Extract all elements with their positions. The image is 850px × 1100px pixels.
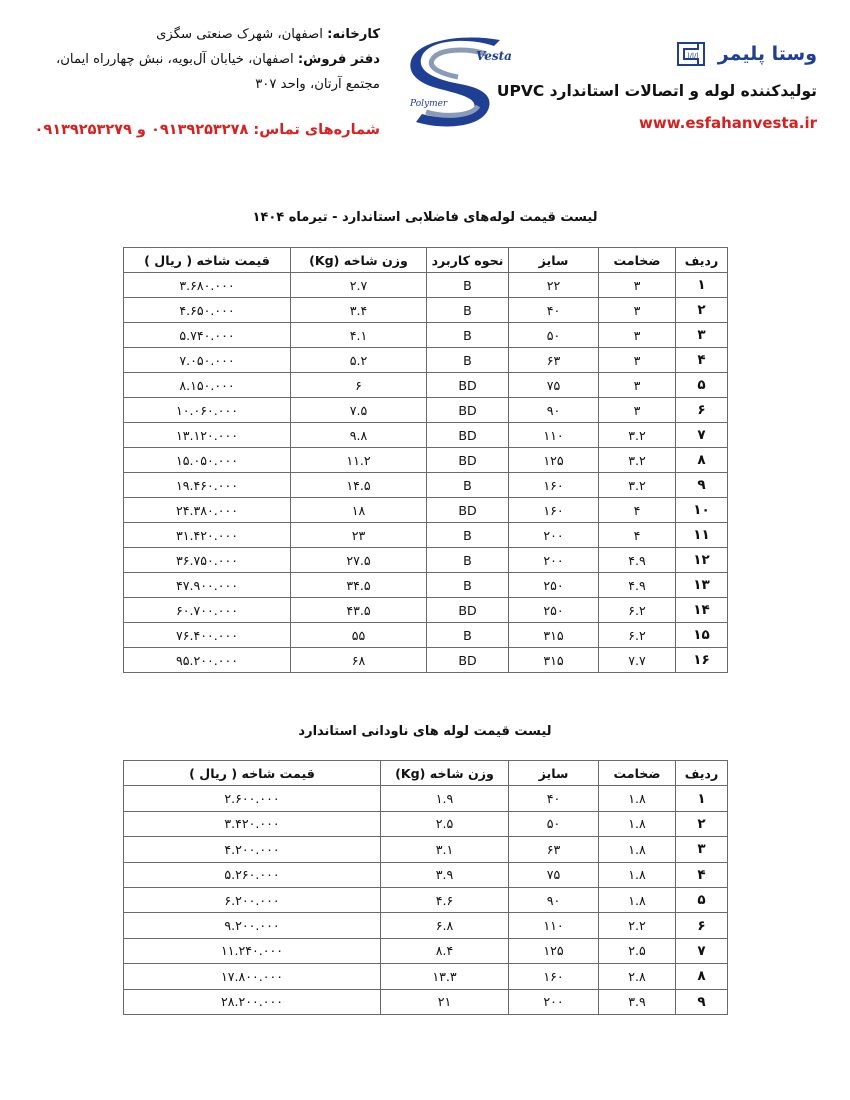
cell-row-number: ۱۶ bbox=[676, 648, 728, 673]
cell-thickness: ۲.۵ bbox=[599, 938, 676, 963]
cell-weight: ۶ bbox=[291, 373, 427, 398]
cell-size: ۱۲۵ bbox=[509, 448, 599, 473]
cell-price: ۱۹.۴۶۰.۰۰۰ bbox=[124, 473, 291, 498]
cell-thickness: ۱.۸ bbox=[599, 862, 676, 887]
cell-size: ۱۱۰ bbox=[509, 423, 599, 448]
table-row bbox=[124, 862, 728, 887]
cell-price: ۳۱.۴۲۰.۰۰۰ bbox=[124, 523, 291, 548]
cell-size: ۲۰۰ bbox=[509, 548, 599, 573]
cell-thickness: ۳ bbox=[599, 373, 676, 398]
cell-size: ۱۶۰ bbox=[509, 498, 599, 523]
table-row bbox=[124, 964, 728, 989]
cell-usage: B bbox=[427, 573, 509, 598]
cell-price: ۳۶.۷۵۰.۰۰۰ bbox=[124, 548, 291, 573]
cell-size: ۶۳ bbox=[509, 348, 599, 373]
cell-row-number: ۱۱ bbox=[676, 523, 728, 548]
cell-usage: BD bbox=[427, 648, 509, 673]
cell-size: ۵۰ bbox=[509, 811, 599, 836]
cell-size: ۳۱۵ bbox=[509, 648, 599, 673]
cell-size: ۱۲۵ bbox=[509, 938, 599, 963]
company-tagline: تولیدکننده لوله و اتصالات استاندارد UPVC bbox=[496, 82, 817, 100]
table-row bbox=[124, 498, 728, 523]
cell-row-number: ۴ bbox=[676, 348, 728, 373]
cell-row-number: ۶ bbox=[676, 913, 728, 938]
cell-size: ۹۰ bbox=[509, 887, 599, 912]
cell-weight: ۹.۸ bbox=[291, 423, 427, 448]
cell-size: ۲۵۰ bbox=[509, 573, 599, 598]
cell-row-number: ۸ bbox=[676, 448, 728, 473]
sewage-table-body bbox=[124, 273, 728, 673]
cell-usage: B bbox=[427, 623, 509, 648]
table-row bbox=[124, 938, 728, 963]
company-brand-block bbox=[496, 36, 817, 132]
cell-weight: ۶۸ bbox=[291, 648, 427, 673]
office-label: دفتر فروش: bbox=[297, 52, 380, 67]
cell-weight: ۲۷.۵ bbox=[291, 548, 427, 573]
cell-price: ۲.۶۰۰.۰۰۰ bbox=[124, 786, 381, 811]
cell-thickness: ۴.۹ bbox=[599, 548, 676, 573]
cell-size: ۲۰۰ bbox=[509, 523, 599, 548]
cell-row-number: ۱ bbox=[676, 273, 728, 298]
sewage-pipes-price-table bbox=[123, 247, 728, 673]
table-row bbox=[124, 348, 728, 373]
cell-weight: ۲.۵ bbox=[381, 811, 509, 836]
table-row bbox=[124, 373, 728, 398]
phone-value: ۰۹۱۳۹۲۵۳۲۷۸ و ۰۹۱۳۹۲۵۳۲۷۹ bbox=[34, 122, 249, 138]
phone-numbers bbox=[22, 118, 380, 143]
cell-thickness: ۳.۹ bbox=[599, 989, 676, 1014]
cell-row-number: ۸ bbox=[676, 964, 728, 989]
cell-price: ۶۰.۷۰۰.۰۰۰ bbox=[124, 598, 291, 623]
cell-price: ۴.۲۰۰.۰۰۰ bbox=[124, 837, 381, 862]
cell-size: ۷۵ bbox=[509, 862, 599, 887]
cell-price: ۹۵.۲۰۰.۰۰۰ bbox=[124, 648, 291, 673]
cell-thickness: ۴.۹ bbox=[599, 573, 676, 598]
cell-thickness: ۲.۲ bbox=[599, 913, 676, 938]
col-header-price: قیمت شاخه ( ریال ) bbox=[124, 761, 381, 786]
table-header-row bbox=[124, 761, 728, 786]
cell-weight: ۵.۲ bbox=[291, 348, 427, 373]
cell-usage: B bbox=[427, 523, 509, 548]
gutter-pipes-price-table bbox=[123, 760, 728, 1015]
cell-row-number: ۱۳ bbox=[676, 573, 728, 598]
table-row bbox=[124, 323, 728, 348]
cell-row-number: ۷ bbox=[676, 423, 728, 448]
cell-weight: ۲۳ bbox=[291, 523, 427, 548]
cell-size: ۴۰ bbox=[509, 298, 599, 323]
table-row bbox=[124, 548, 728, 573]
cell-row-number: ۳ bbox=[676, 837, 728, 862]
cell-price: ۵.۲۶۰.۰۰۰ bbox=[124, 862, 381, 887]
cell-row-number: ۹ bbox=[676, 473, 728, 498]
gutter-pipes-table-title: لیست قیمت لوله های ناودانی استاندارد bbox=[298, 724, 552, 739]
logo-polymer-text: Polymer bbox=[410, 99, 448, 109]
website-link[interactable]: www.esfahanvesta.ir bbox=[639, 114, 817, 132]
cell-usage: B bbox=[427, 473, 509, 498]
cell-row-number: ۱۴ bbox=[676, 598, 728, 623]
cell-weight: ۳.۱ bbox=[381, 837, 509, 862]
table-row bbox=[124, 473, 728, 498]
cell-price: ۸.۱۵۰.۰۰۰ bbox=[124, 373, 291, 398]
cell-thickness: ۶.۲ bbox=[599, 598, 676, 623]
sewage-pipes-table-title: لیست قیمت لوله‌های فاضلابی استاندارد - تیرماه ۱۴۰۴ bbox=[252, 210, 598, 225]
cell-row-number: ۱۰ bbox=[676, 498, 728, 523]
cell-row-number: ۲ bbox=[676, 811, 728, 836]
cell-price: ۷۶.۴۰۰.۰۰۰ bbox=[124, 623, 291, 648]
cell-price: ۴۷.۹۰۰.۰۰۰ bbox=[124, 573, 291, 598]
cell-row-number: ۹ bbox=[676, 989, 728, 1014]
cell-price: ۲۸.۲۰۰.۰۰۰ bbox=[124, 989, 381, 1014]
cell-size: ۱۶۰ bbox=[509, 964, 599, 989]
cell-thickness: ۱.۸ bbox=[599, 887, 676, 912]
cell-weight: ۴.۶ bbox=[381, 887, 509, 912]
cell-size: ۷۵ bbox=[509, 373, 599, 398]
table-row bbox=[124, 523, 728, 548]
cell-row-number: ۴ bbox=[676, 862, 728, 887]
table-row bbox=[124, 398, 728, 423]
cell-weight: ۸.۴ bbox=[381, 938, 509, 963]
cell-row-number: ۵ bbox=[676, 887, 728, 912]
table-row bbox=[124, 423, 728, 448]
factory-value: اصفهان، شهرک صنعتی سگزی bbox=[156, 27, 323, 42]
brand-row bbox=[525, 36, 817, 72]
cell-weight: ۱۱.۲ bbox=[291, 448, 427, 473]
col-header-size: سایز bbox=[509, 248, 599, 273]
table-row bbox=[124, 648, 728, 673]
table-row bbox=[124, 448, 728, 473]
cell-row-number: ۶ bbox=[676, 398, 728, 423]
cell-thickness: ۱.۸ bbox=[599, 811, 676, 836]
cell-price: ۷.۰۵۰.۰۰۰ bbox=[124, 348, 291, 373]
cell-usage: BD bbox=[427, 398, 509, 423]
cell-price: ۱۵.۰۵۰.۰۰۰ bbox=[124, 448, 291, 473]
cell-usage: B bbox=[427, 548, 509, 573]
factory-label: کارخانه: bbox=[327, 27, 380, 42]
table-row bbox=[124, 887, 728, 912]
cell-price: ۴.۶۵۰.۰۰۰ bbox=[124, 298, 291, 323]
cell-usage: BD bbox=[427, 448, 509, 473]
col-header-thickness: ضخامت bbox=[599, 248, 676, 273]
cell-weight: ۶.۸ bbox=[381, 913, 509, 938]
cell-size: ۴۰ bbox=[509, 786, 599, 811]
cell-usage: B bbox=[427, 323, 509, 348]
table-row bbox=[124, 273, 728, 298]
cell-usage: B bbox=[427, 273, 509, 298]
factory-address bbox=[22, 22, 380, 47]
table-row bbox=[124, 598, 728, 623]
col-header-row-number: ردیف bbox=[676, 248, 728, 273]
cell-size: ۱۶۰ bbox=[509, 473, 599, 498]
iso-mark-text: ا/ا/ا bbox=[687, 52, 699, 60]
cell-weight: ۲.۷ bbox=[291, 273, 427, 298]
office-value: اصفهان، خیابان آل‌بویه، نبش چهارراه ایمان، مجتمع آرتان، واحد ۳۰۷ bbox=[55, 52, 380, 92]
cell-size: ۳۱۵ bbox=[509, 623, 599, 648]
logo-vesta-text: Vesta bbox=[476, 49, 512, 63]
cell-thickness: ۱.۸ bbox=[599, 786, 676, 811]
cell-thickness: ۳ bbox=[599, 298, 676, 323]
cell-size: ۲۰۰ bbox=[509, 989, 599, 1014]
cell-size: ۶۳ bbox=[509, 837, 599, 862]
cell-weight: ۳۴.۵ bbox=[291, 573, 427, 598]
cell-thickness: ۳ bbox=[599, 273, 676, 298]
cell-thickness: ۳ bbox=[599, 348, 676, 373]
col-header-size: سایز bbox=[509, 761, 599, 786]
cell-thickness: ۷.۷ bbox=[599, 648, 676, 673]
cell-usage: BD bbox=[427, 598, 509, 623]
cell-weight: ۱۳.۳ bbox=[381, 964, 509, 989]
cell-thickness: ۶.۲ bbox=[599, 623, 676, 648]
cell-row-number: ۲ bbox=[676, 298, 728, 323]
cell-price: ۶.۲۰۰.۰۰۰ bbox=[124, 887, 381, 912]
phone-label: شماره‌های تماس: bbox=[253, 122, 380, 138]
cell-weight: ۱۸ bbox=[291, 498, 427, 523]
table-row bbox=[124, 837, 728, 862]
cell-weight: ۳.۴ bbox=[291, 298, 427, 323]
cell-row-number: ۷ bbox=[676, 938, 728, 963]
cell-weight: ۵۵ bbox=[291, 623, 427, 648]
cell-row-number: ۱۲ bbox=[676, 548, 728, 573]
cell-thickness: ۳.۲ bbox=[599, 448, 676, 473]
cell-price: ۹.۲۰۰.۰۰۰ bbox=[124, 913, 381, 938]
col-header-row-number: ردیف bbox=[676, 761, 728, 786]
cell-weight: ۴.۱ bbox=[291, 323, 427, 348]
table-header-row bbox=[124, 248, 728, 273]
cell-thickness: ۳.۲ bbox=[599, 473, 676, 498]
table-row bbox=[124, 913, 728, 938]
col-header-weight: وزن شاخه (Kg) bbox=[381, 761, 509, 786]
cell-size: ۹۰ bbox=[509, 398, 599, 423]
cell-weight: ۲۱ bbox=[381, 989, 509, 1014]
cell-price: ۳.۶۸۰.۰۰۰ bbox=[124, 273, 291, 298]
cell-weight: ۴۳.۵ bbox=[291, 598, 427, 623]
col-header-thickness: ضخامت bbox=[599, 761, 676, 786]
office-address bbox=[22, 47, 380, 97]
cell-thickness: ۳.۲ bbox=[599, 423, 676, 448]
cell-usage: BD bbox=[427, 373, 509, 398]
cell-weight: ۳.۹ bbox=[381, 862, 509, 887]
col-header-weight: وزن شاخه (Kg) bbox=[291, 248, 427, 273]
cell-usage: BD bbox=[427, 498, 509, 523]
cell-row-number: ۱۵ bbox=[676, 623, 728, 648]
cell-size: ۱۱۰ bbox=[509, 913, 599, 938]
iso-standard-icon bbox=[674, 40, 708, 68]
cell-thickness: ۳ bbox=[599, 398, 676, 423]
cell-usage: BD bbox=[427, 423, 509, 448]
cell-thickness: ۳ bbox=[599, 323, 676, 348]
cell-weight: ۱.۹ bbox=[381, 786, 509, 811]
cell-price: ۱۱.۲۴۰.۰۰۰ bbox=[124, 938, 381, 963]
cell-thickness: ۴ bbox=[599, 498, 676, 523]
cell-price: ۱۷.۸۰۰.۰۰۰ bbox=[124, 964, 381, 989]
table-row bbox=[124, 573, 728, 598]
vesta-polymer-logo bbox=[402, 34, 512, 134]
table-row bbox=[124, 623, 728, 648]
cell-weight: ۷.۵ bbox=[291, 398, 427, 423]
col-header-price: قیمت شاخه ( ریال ) bbox=[124, 248, 291, 273]
cell-price: ۱۳.۱۲۰.۰۰۰ bbox=[124, 423, 291, 448]
brand-name: وستا پلیمر bbox=[717, 43, 817, 65]
cell-price: ۳.۴۲۰.۰۰۰ bbox=[124, 811, 381, 836]
cell-size: ۲۲ bbox=[509, 273, 599, 298]
cell-row-number: ۵ bbox=[676, 373, 728, 398]
contact-block bbox=[22, 22, 380, 143]
cell-row-number: ۳ bbox=[676, 323, 728, 348]
cell-usage: B bbox=[427, 298, 509, 323]
table-row bbox=[124, 298, 728, 323]
table-row bbox=[124, 786, 728, 811]
cell-thickness: ۲.۸ bbox=[599, 964, 676, 989]
cell-thickness: ۱.۸ bbox=[599, 837, 676, 862]
table-row bbox=[124, 989, 728, 1014]
cell-size: ۲۵۰ bbox=[509, 598, 599, 623]
gutter-table-body bbox=[124, 786, 728, 1015]
cell-row-number: ۱ bbox=[676, 786, 728, 811]
cell-weight: ۱۴.۵ bbox=[291, 473, 427, 498]
col-header-usage: نحوه کاربرد bbox=[427, 248, 509, 273]
cell-price: ۱۰.۰۶۰.۰۰۰ bbox=[124, 398, 291, 423]
cell-price: ۵.۷۴۰.۰۰۰ bbox=[124, 323, 291, 348]
cell-price: ۲۴.۳۸۰.۰۰۰ bbox=[124, 498, 291, 523]
cell-thickness: ۴ bbox=[599, 523, 676, 548]
cell-size: ۵۰ bbox=[509, 323, 599, 348]
table-row bbox=[124, 811, 728, 836]
cell-usage: B bbox=[427, 348, 509, 373]
